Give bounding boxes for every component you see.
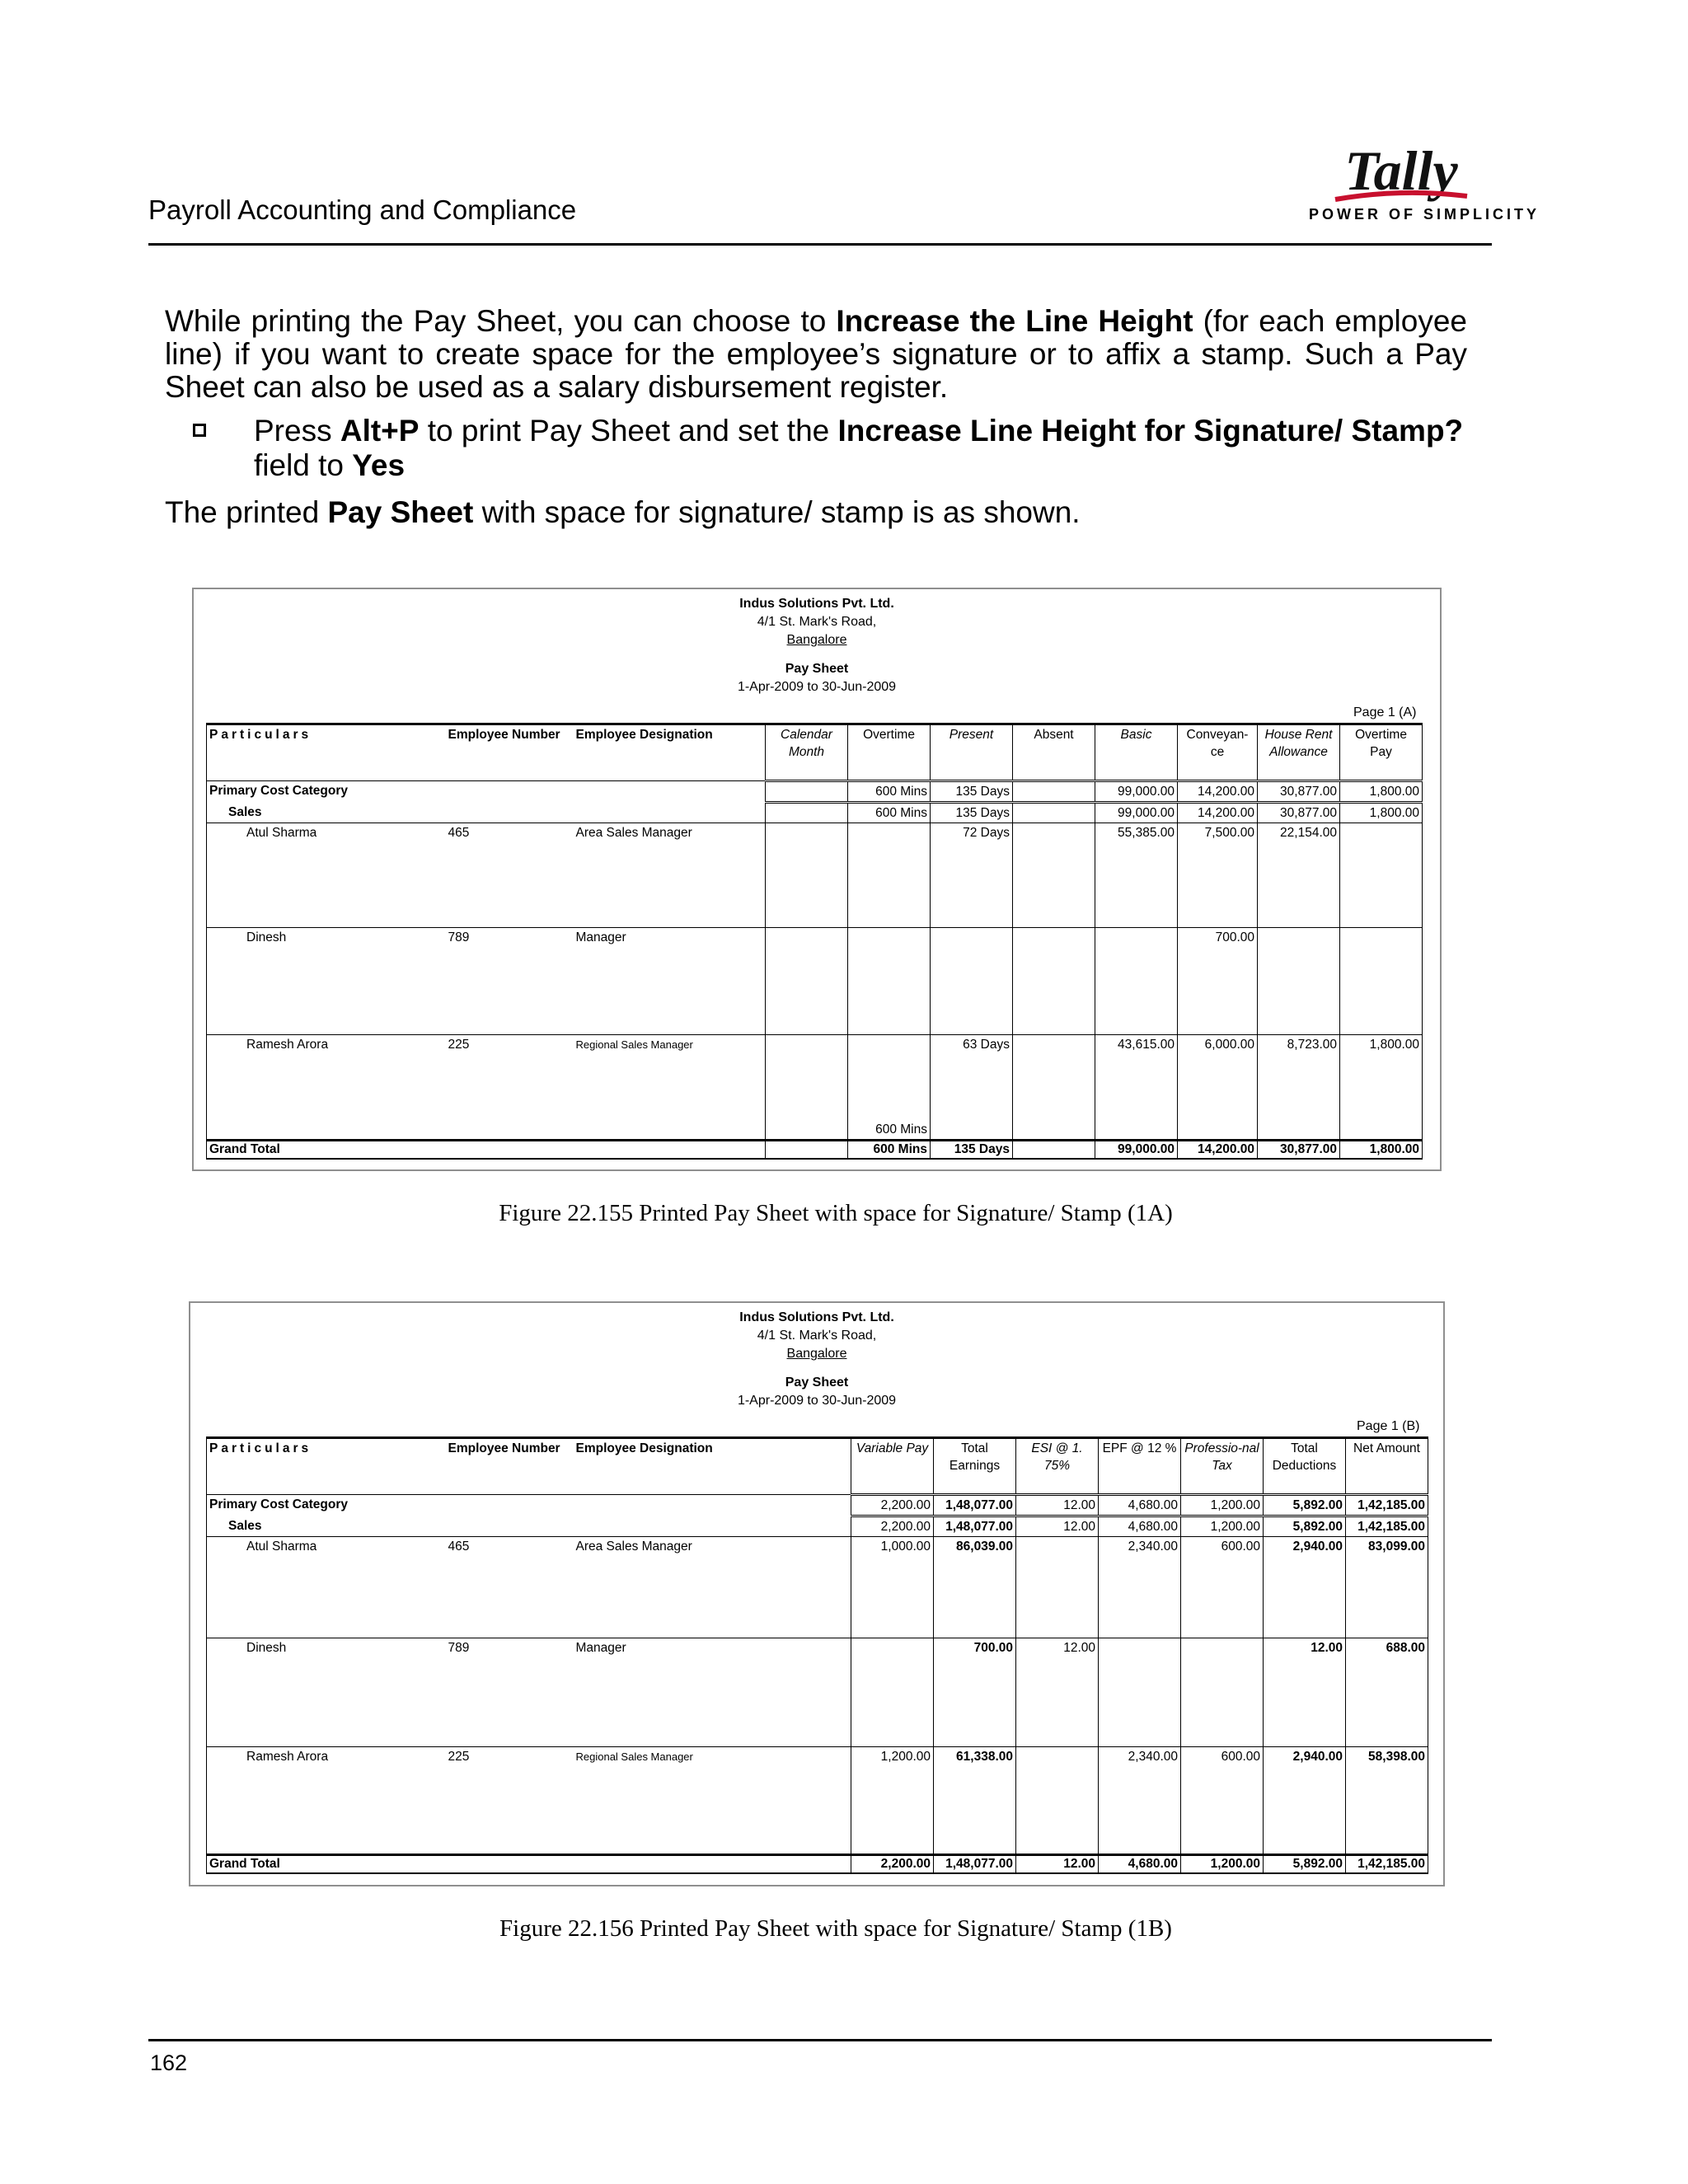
intro-paragraph: While printing the Pay Sheet, you can choose to Increase the Line Height (for each employee line) if you want to create space for the employee’s signature or to affix a stamp. Such a Pay Sheet can also be used as a salary disbursement register. — [165, 304, 1467, 404]
overtime-cell: 600 Mins — [848, 1035, 931, 1141]
category-row: Primary Cost Category 600 Mins 135 Days 99,000.00 14,200.00 30,877.00 1,800.00 — [207, 781, 1423, 803]
employee-name: Ramesh Arora — [207, 1035, 446, 1141]
col-total-deductions: Total Deductions — [1264, 1438, 1346, 1495]
grand-total-label: Grand Total — [207, 1855, 446, 1874]
category-row: Primary Cost Category 2,200.00 1,48,077.00 12.00 4,680.00 1,200.00 5,892.00 1,42,185.00 — [207, 1495, 1428, 1516]
col-epf: EPF @ 12 % — [1099, 1438, 1181, 1495]
instruction-bullet: Press Alt+P to print Pay Sheet and set the Increase Line Height for Signature/ Stamp? field to Yes — [165, 414, 1467, 483]
employee-row: Dinesh 789 Manager 700.00 12.00 12.00 688.00 — [207, 1638, 1428, 1747]
svg-text:Tally: Tally — [1344, 139, 1458, 202]
employee-designation: Manager — [574, 928, 766, 1035]
employee-name: Atul Sharma — [207, 823, 446, 928]
group-label: Sales — [207, 803, 446, 823]
employee-designation: Regional Sales Manager — [574, 1747, 851, 1855]
company-city: Bangalore — [786, 1347, 847, 1361]
report-title: Pay Sheet — [785, 662, 849, 676]
page-number: 162 — [150, 2050, 188, 2075]
pay-sheet-table — [206, 1436, 1428, 1874]
col-designation: Employee Designation — [574, 724, 766, 781]
figure-caption-1a: Figure 22.155 Printed Pay Sheet with space for Signature/ Stamp (1A) — [499, 1200, 1173, 1226]
col-variable-pay: Variable Pay — [851, 1438, 934, 1495]
employee-row: Atul Sharma 465 Area Sales Manager 1,000.00 86,039.00 2,340.00 600.00 2,940.00 83,099.00 — [207, 1537, 1428, 1638]
square-bullet-icon — [193, 424, 206, 437]
col-conveyance: Conveyan-ce — [1178, 724, 1258, 781]
employee-designation: Area Sales Manager — [574, 1537, 851, 1638]
employee-name: Atul Sharma — [207, 1537, 446, 1638]
page-header-title: Payroll Accounting and Compliance — [148, 194, 577, 225]
col-employee-number: Employee Number — [446, 1438, 574, 1495]
pay-sheet-figure-1a — [192, 588, 1442, 1171]
grand-total-label: Grand Total — [207, 1141, 446, 1160]
footer-divider — [148, 2039, 1492, 2041]
col-professional-tax: Professio-nal Tax — [1181, 1438, 1264, 1495]
col-absent: Absent — [1013, 724, 1095, 781]
col-employee-number: Employee Number — [446, 724, 574, 781]
col-designation: Employee Designation — [574, 1438, 851, 1495]
report-period: 1-Apr-2009 to 30-Jun-2009 — [737, 1394, 897, 1408]
employee-row: Ramesh Arora 225 Regional Sales Manager 600 Mins 63 Days 43,615.00 6,000.00 8,723.00 1,800.00 — [207, 1035, 1423, 1141]
header-row — [207, 1438, 1428, 1495]
employee-designation: Area Sales Manager — [574, 823, 766, 928]
employee-number: 465 — [446, 1537, 574, 1638]
category-label: Primary Cost Category — [207, 781, 446, 803]
col-overtime-pay: Overtime Pay — [1340, 724, 1423, 781]
report-title: Pay Sheet — [785, 1376, 849, 1390]
group-row: Sales 600 Mins 135 Days 99,000.00 14,200.00 30,877.00 1,800.00 — [207, 803, 1423, 823]
employee-designation: Regional Sales Manager — [574, 1035, 766, 1141]
figure-caption-1b: Figure 22.156 Printed Pay Sheet with space for Signature/ Stamp (1B) — [499, 1915, 1172, 1942]
grand-total-row: Grand Total 2,200.00 1,48,077.00 12.00 4,680.00 1,200.00 5,892.00 1,42,185.00 — [207, 1855, 1428, 1874]
col-net-amount: Net Amount — [1346, 1438, 1428, 1495]
group-row: Sales 2,200.00 1,48,077.00 12.00 4,680.00 1,200.00 5,892.00 1,42,185.00 — [207, 1516, 1428, 1537]
figure-intro-paragraph: The printed Pay Sheet with space for signature/ stamp is as shown. — [165, 495, 1081, 529]
company-name: Indus Solutions Pvt. Ltd. — [739, 1310, 894, 1324]
page-indicator: Page 1 (B) — [1357, 1419, 1420, 1433]
group-label: Sales — [207, 1516, 446, 1537]
grand-total-row: Grand Total 600 Mins 135 Days 99,000.00 14,200.00 30,877.00 1,800.00 — [207, 1141, 1423, 1160]
col-hra: House Rent Allowance — [1258, 724, 1340, 781]
employee-name: Dinesh — [207, 928, 446, 1035]
employee-number: 465 — [446, 823, 574, 928]
employee-designation: Manager — [574, 1638, 851, 1747]
employee-number: 789 — [446, 1638, 574, 1747]
company-address: 4/1 St. Mark's Road, — [757, 1329, 877, 1343]
employee-number: 789 — [446, 928, 574, 1035]
header-divider — [148, 243, 1492, 246]
col-basic: Basic — [1095, 724, 1178, 781]
pay-sheet-figure-1b — [189, 1301, 1445, 1886]
col-calendar-month: Calendar Month — [766, 724, 848, 781]
col-particulars: Particulars — [207, 724, 446, 781]
employee-row: Ramesh Arora 225 Regional Sales Manager 1,200.00 61,338.00 2,340.00 600.00 2,940.00 58,398.00 — [207, 1747, 1428, 1855]
category-label: Primary Cost Category — [207, 1495, 446, 1516]
logo-tagline: POWER OF SIMPLICITY — [1309, 206, 1540, 223]
pay-sheet-table — [206, 723, 1423, 1160]
employee-name: Dinesh — [207, 1638, 446, 1747]
employee-number: 225 — [446, 1747, 574, 1855]
page-indicator: Page 1 (A) — [1353, 705, 1417, 719]
col-overtime: Overtime — [848, 724, 931, 781]
col-present: Present — [931, 724, 1013, 781]
company-address: 4/1 St. Mark's Road, — [757, 615, 877, 629]
employee-number: 225 — [446, 1035, 574, 1141]
report-period: 1-Apr-2009 to 30-Jun-2009 — [737, 680, 897, 694]
col-total-earnings: Total Earnings — [934, 1438, 1016, 1495]
employee-row: Atul Sharma 465 Area Sales Manager 72 Days 55,385.00 7,500.00 22,154.00 — [207, 823, 1423, 928]
company-name: Indus Solutions Pvt. Ltd. — [739, 597, 894, 611]
col-particulars: Particulars — [207, 1438, 446, 1495]
employee-name: Ramesh Arora — [207, 1747, 446, 1855]
company-city: Bangalore — [786, 633, 847, 647]
col-esi: ESI @ 1. 75% — [1016, 1438, 1099, 1495]
employee-row: Dinesh 789 Manager 700.00 — [207, 928, 1423, 1035]
header-row — [207, 724, 1423, 781]
